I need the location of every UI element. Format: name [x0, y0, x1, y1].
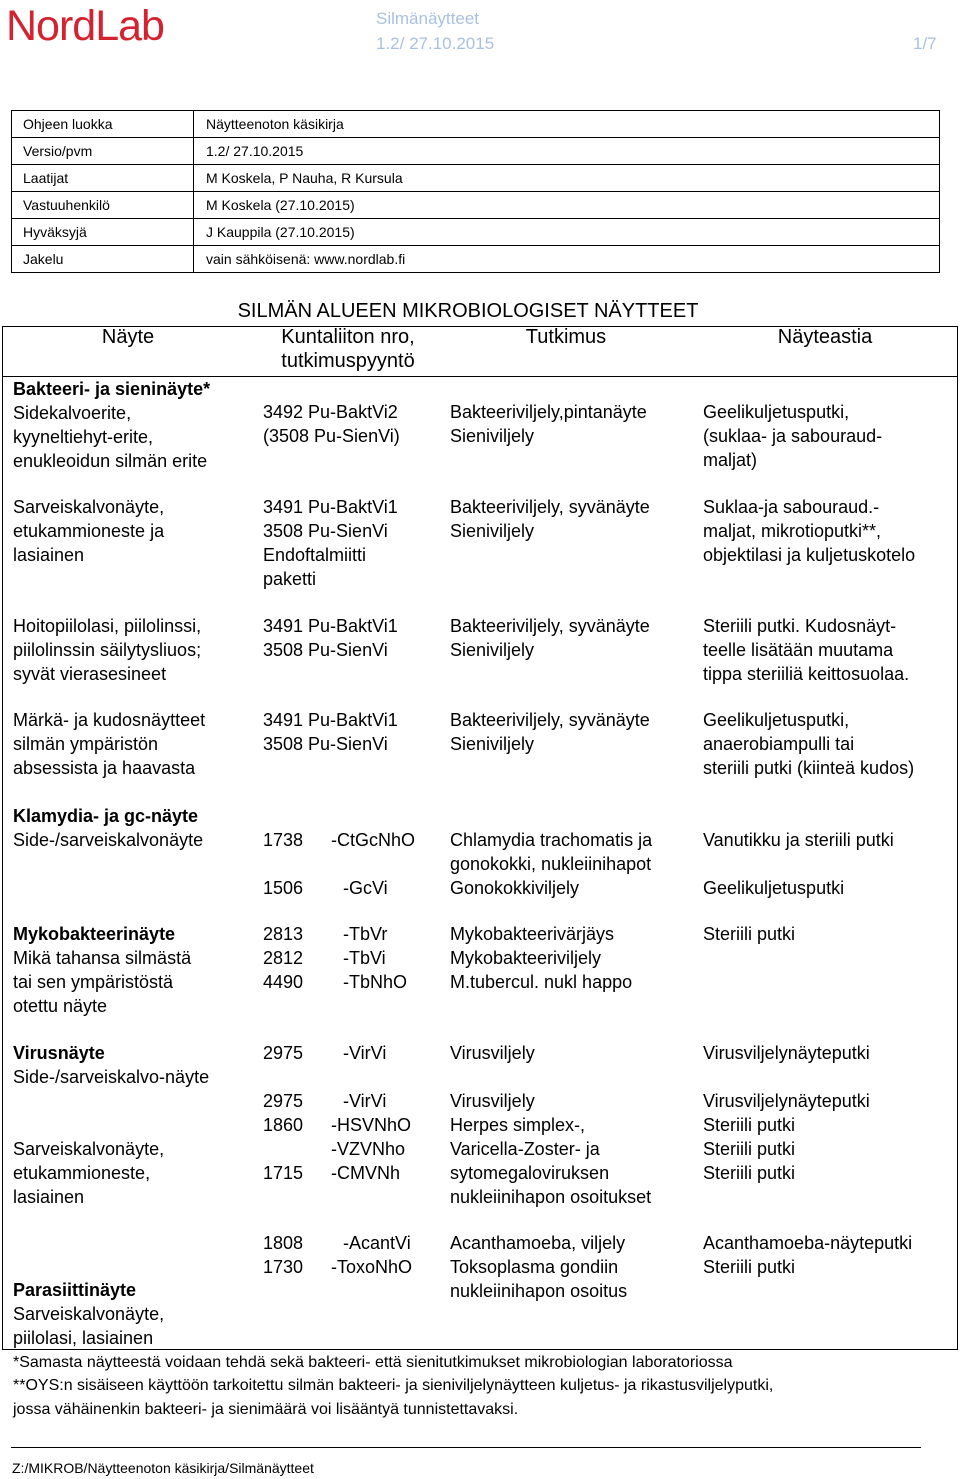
code-line: [263, 828, 415, 852]
sample-line: enukleoidun silmän erite: [13, 451, 208, 471]
code-line: 3491 Pu-BaktVi1: [263, 616, 398, 636]
test-line: Herpes simplex-,: [450, 1115, 586, 1135]
test-line: Sieniviljely: [450, 734, 535, 754]
code-abbrev: -ToxoNhO: [331, 1257, 413, 1277]
container-line: Vanutikku ja steriili putki: [703, 830, 894, 850]
row7-code: [263, 1041, 411, 1185]
code-line: 3508 Pu-SienVi: [263, 734, 388, 754]
test-line: Varicella-Zoster- ja: [450, 1139, 600, 1159]
container-line: Geelikuljetusputki,: [703, 710, 850, 730]
container-line: Geelikuljetusputki: [703, 878, 845, 898]
row3-code: [263, 614, 398, 662]
code-number: 2975: [263, 1091, 304, 1111]
code-number: 2813: [263, 924, 304, 944]
sample-line: tai sen ympäristöstä: [13, 972, 174, 992]
code-abbrev: -VirVi: [343, 1043, 387, 1063]
container-line: anaerobiampulli tai: [703, 734, 855, 754]
footnote-2: **OYS:n sisäiseen käyttöön tarkoitettu silmän bakteeri- ja sieniviljelynäytteen kuljetus- ja rikastusviljelyputki,: [13, 1377, 774, 1394]
sample-line: Side-/sarveiskalvo-näyte: [13, 1067, 210, 1087]
sample-line: piilolasi, lasiainen: [13, 1328, 154, 1348]
test-line: sytomegaloviruksen: [450, 1163, 610, 1183]
row6-code: [263, 922, 407, 994]
row1-test: [450, 400, 647, 448]
sample-line: piilolinssin säilytysliuos;: [13, 640, 202, 660]
container-line: Steriili putki: [703, 924, 796, 944]
code-line: (3508 Pu-SienVi): [263, 426, 400, 446]
row4-test: [450, 708, 650, 756]
code-line: [263, 1089, 411, 1113]
sample-line: otettu näyte: [13, 996, 108, 1016]
test-line: Gonokokkiviljely: [450, 878, 580, 898]
test-line: Bakteeriviljely, syvänäyte: [450, 710, 650, 730]
sample-line: lasiainen: [13, 1187, 85, 1207]
footer-path: Z:/MIKROB/Näytteenoton käsikirja/Silmänäytteet: [12, 1460, 314, 1476]
code-abbrev: -VZVNho: [331, 1139, 406, 1159]
code-line: 3491 Pu-BaktVi1: [263, 497, 398, 517]
column-header-kuntaliitto: [256, 325, 440, 373]
code-line: [263, 1255, 412, 1279]
code-abbrev: -CtGcNhO: [331, 830, 416, 850]
code-line: 3492 Pu-BaktVi2: [263, 402, 398, 422]
sample-line: Side-/sarveiskalvonäyte: [13, 830, 204, 850]
meta-row: [12, 165, 940, 192]
row1-sample: [13, 377, 210, 473]
test-spacer: [450, 1065, 651, 1089]
container-line: Virusviljelynäyteputki: [703, 1043, 870, 1063]
row5-sample: [13, 804, 203, 852]
sample-line: lasiainen: [13, 545, 85, 565]
nordlab-logo: NordLab: [6, 2, 164, 50]
row5-heading: Klamydia- ja gc-näyte: [13, 806, 199, 826]
code-abbrev: -AcantVi: [343, 1233, 411, 1253]
column-header-kuntaliitto-line2: tutkimuspyyntö: [281, 350, 415, 372]
code-line: 3491 Pu-BaktVi1: [263, 710, 398, 730]
meta-key: Vastuuhenkilö: [12, 192, 194, 219]
sample-line: silmän ympäristön: [13, 734, 159, 754]
row8-container: [703, 1231, 912, 1279]
row4-code: [263, 708, 398, 756]
test-line: Sieniviljely: [450, 640, 535, 660]
code-line: 3508 Pu-SienVi: [263, 640, 388, 660]
container-line: Steriili putki: [703, 1115, 796, 1135]
container-line: (suklaa- ja sabouraud-: [703, 426, 883, 446]
meta-value: M Koskela (27.10.2015): [194, 192, 940, 219]
code-line: [263, 1161, 411, 1185]
code-abbrev: -TbNhO: [343, 972, 408, 992]
code-line: 3508 Pu-SienVi: [263, 521, 388, 541]
row7-sample: [13, 1041, 209, 1209]
row4-container: [703, 708, 914, 780]
code-number: 1715: [263, 1163, 304, 1183]
code-line: [263, 946, 407, 970]
sample-line: Sarveiskalvonäyte,: [13, 497, 165, 517]
sample-line: kyyneltiehyt-erite,: [13, 427, 154, 447]
container-line: teelle lisätään muutama: [703, 640, 894, 660]
meta-value: 1.2/ 27.10.2015: [194, 138, 940, 165]
row8-sample: [13, 1278, 164, 1350]
sample-spacer: [13, 1089, 209, 1137]
row8-code: [263, 1231, 412, 1279]
row3-test: [450, 614, 650, 662]
code-number: 1860: [263, 1115, 304, 1135]
test-line: Virusviljely: [450, 1043, 535, 1063]
row5-test: [450, 828, 652, 900]
test-line: M.tubercul. nukl happo: [450, 972, 633, 992]
code-number: 1506: [263, 878, 304, 898]
container-line: Steriili putki: [703, 1257, 796, 1277]
meta-value: vain sähköisenä: www.nordlab.fi: [194, 246, 940, 273]
sample-line: syvät vierasesineet: [13, 664, 167, 684]
meta-row: [12, 192, 940, 219]
meta-key: Laatijat: [12, 165, 194, 192]
container-line: tippa steriiliä keittosuolaa.: [703, 664, 910, 684]
code-number: 1738: [263, 830, 304, 850]
code-line: [263, 970, 407, 994]
test-line: Mykobakteeriviljely: [450, 948, 602, 968]
test-line: Chlamydia trachomatis ja: [450, 830, 653, 850]
row6-test: [450, 922, 632, 994]
row4-sample: [13, 708, 205, 780]
meta-value: Näytteenoton käsikirja: [194, 111, 940, 138]
code-number: 2812: [263, 948, 304, 968]
test-line: Bakteeriviljely, syvänäyte: [450, 497, 650, 517]
test-line: nukleiinihapon osoitus: [450, 1281, 628, 1301]
code-number: 4490: [263, 972, 304, 992]
meta-row: [12, 246, 940, 273]
test-line: Virusviljely: [450, 1091, 535, 1111]
test-line: Mykobakteerivärjäys: [450, 924, 615, 944]
test-line: Sieniviljely: [450, 426, 535, 446]
meta-row: [12, 138, 940, 165]
container-line: steriili putki (kiinteä kudos): [703, 758, 915, 778]
container-line: Steriili putki: [703, 1139, 796, 1159]
column-header-nayteastia: Näyteastia: [777, 326, 873, 348]
sample-line: etukammioneste,: [13, 1163, 151, 1183]
code-line: paketti: [263, 569, 317, 589]
code-abbrev: -VirVi: [343, 1091, 387, 1111]
column-header-tutkimus: Tutkimus: [525, 326, 607, 348]
container-line: maljat, mikrotioputki**,: [703, 521, 882, 541]
container-line: Virusviljelynäyteputki: [703, 1091, 870, 1111]
sample-line: Sarveiskalvonäyte,: [13, 1139, 165, 1159]
column-header-kuntaliitto-line1: Kuntaliiton nro,: [281, 326, 415, 348]
sample-line: etukammioneste ja: [13, 521, 165, 541]
code-abbrev: -TbVi: [343, 948, 386, 968]
test-line: Sieniviljely: [450, 521, 535, 541]
container-line: objektilasi ja kuljetuskotelo: [703, 545, 916, 565]
row1-heading: Bakteeri- ja sieninäyte*: [13, 379, 211, 399]
sample-line: Hoitopiilolasi, piilolinssi,: [13, 616, 202, 636]
meta-value: M Koskela, P Nauha, R Kursula: [194, 165, 940, 192]
code-line: [263, 1113, 411, 1137]
row6-sample: [13, 922, 191, 1018]
page-number: 1/7: [913, 34, 937, 53]
row2-test: [450, 495, 650, 543]
meta-value: J Kauppila (27.10.2015): [194, 219, 940, 246]
code-line: Endoftalmiitti: [263, 545, 367, 565]
container-line: Steriili putki. Kudosnäyt-: [703, 616, 897, 636]
container-line: maljat): [703, 450, 758, 470]
container-line: Steriili putki: [703, 1163, 796, 1183]
code-abbrev: -CMVNh: [331, 1163, 401, 1183]
code-number: 1808: [263, 1233, 304, 1253]
meta-row: [12, 219, 940, 246]
sample-line: Mikä tahansa silmästä: [13, 948, 192, 968]
row7-test: [450, 1041, 651, 1209]
container-line: Geelikuljetusputki,: [703, 402, 850, 422]
row8-test: [450, 1231, 627, 1303]
code-line: [263, 876, 415, 900]
row7-container: [703, 1041, 870, 1185]
row5-code: [263, 828, 415, 900]
footnote-3: jossa vähäinenkin bakteeri- ja sienimäärä voi lisääntyä tunnistettavaksi.: [13, 1401, 519, 1418]
document-version: 1.2/ 27.10.2015: [376, 34, 495, 53]
row5-container: [703, 828, 894, 900]
code-line: [263, 1231, 412, 1255]
code-abbrev: -GcVi: [343, 878, 388, 898]
meta-key: Jakelu: [12, 246, 194, 273]
code-abbrev: -TbVr: [343, 924, 388, 944]
meta-row: [12, 111, 940, 138]
row2-sample: [13, 495, 164, 567]
sample-line: Sidekalvoerite,: [13, 403, 132, 423]
container-line: Suklaa-ja sabouraud.-: [703, 497, 880, 517]
row2-container: [703, 495, 915, 567]
row1-code: [263, 400, 400, 448]
test-line: Acanthamoeba, viljely: [450, 1233, 626, 1253]
meta-key: Versio/pvm: [12, 138, 194, 165]
test-line: Toksoplasma gondiin: [450, 1257, 619, 1277]
code-spacer: [263, 852, 415, 876]
meta-key: Ohjeen luokka: [12, 111, 194, 138]
page-title: SILMÄN ALUEEN MIKROBIOLOGISET NÄYTTEET: [237, 300, 699, 322]
code-line: [263, 1137, 411, 1161]
row7-heading: Virusnäyte: [13, 1043, 105, 1063]
code-line: [263, 922, 407, 946]
container-spacer: [703, 852, 894, 876]
row6-container: [703, 922, 795, 946]
test-line: Bakteeriviljely,pintanäyte: [450, 402, 647, 422]
row3-container: [703, 614, 909, 686]
row8-heading: Parasiittinäyte: [13, 1280, 137, 1300]
column-header-nayte: Näyte: [101, 326, 155, 348]
row6-heading: Mykobakteerinäyte: [13, 924, 176, 944]
document-title: Silmänäytteet: [376, 9, 479, 28]
sample-line: Sarveiskalvonäyte,: [13, 1304, 165, 1324]
code-number: 1730: [263, 1257, 304, 1277]
test-line: Bakteeriviljely, syvänäyte: [450, 616, 650, 636]
test-line: nukleiinihapon osoitukset: [450, 1187, 652, 1207]
code-spacer: [263, 1065, 411, 1089]
row3-sample: [13, 614, 201, 686]
footer-divider: [11, 1447, 921, 1448]
row1-container: [703, 400, 882, 472]
row2-code: [263, 495, 398, 591]
code-abbrev: -HSVNhO: [331, 1115, 412, 1135]
test-line: gonokokki, nukleiinihapot: [450, 854, 652, 874]
footnote-1: *Samasta näytteestä voidaan tehdä sekä bakteeri- että sienitutkimukset mikrobiologian laboratoriossa: [13, 1354, 733, 1371]
code-number: 2975: [263, 1043, 304, 1063]
document-metadata-table: [11, 110, 940, 273]
container-line: Acanthamoeba-näyteputki: [703, 1233, 913, 1253]
meta-key: Hyväksyjä: [12, 219, 194, 246]
sample-line: absessista ja haavasta: [13, 758, 196, 778]
code-line: [263, 1041, 411, 1065]
sample-line: Märkä- ja kudosnäytteet: [13, 710, 206, 730]
container-spacer: [703, 1065, 870, 1089]
